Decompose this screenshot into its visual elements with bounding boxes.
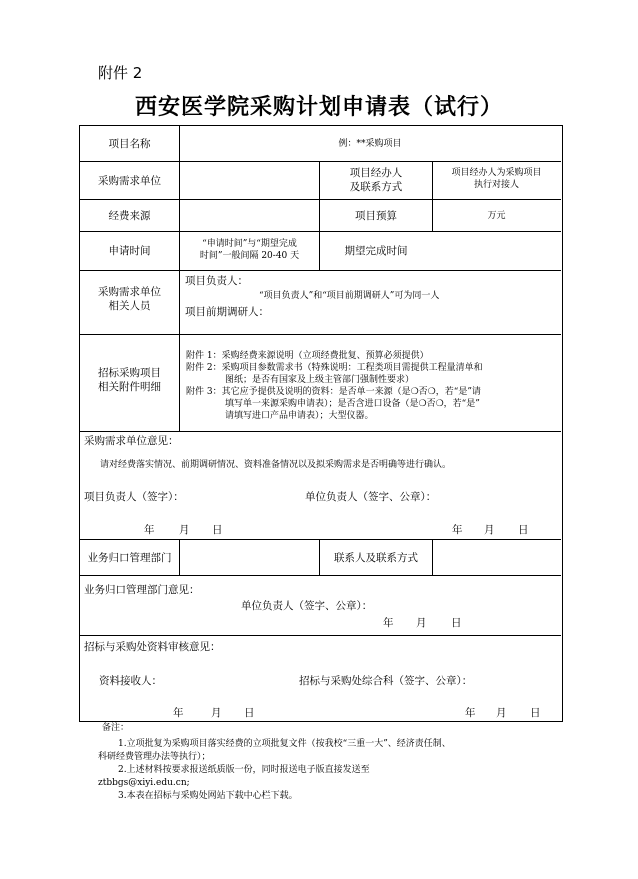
attach-line-2: 附件 2：采购项目参数需求书（特殊说明：工程类项目需提供工程量清单和 [186, 363, 483, 373]
attach-line-6: 请填写进口产品申请表）；大型仪器。 [225, 411, 374, 421]
row-divider [79, 575, 561, 576]
personnel-label-line2: 相关人员 [108, 300, 151, 312]
row-divider [79, 334, 561, 335]
personnel-researcher-label: 项目前期调研人： [185, 306, 269, 318]
attach-line-1: 附件 1：采购经费来源说明（立项经费批复、预算必须提供） [186, 351, 429, 361]
dept-value[interactable] [180, 162, 319, 199]
personnel-label [80, 285, 179, 313]
review-sign-label: 招标与采购处综合科（签字、公章）： [299, 675, 473, 687]
note-line-3: 2.上述材料按要求报送纸质版一份，同时报送电子版直接发送至 [118, 765, 370, 775]
mgmt-dept-label: 业务归口管理部门 [87, 551, 172, 564]
expected-time-label: 期望完成时间 [344, 245, 408, 257]
date-year: 年 [383, 617, 394, 629]
note-line-1: 1.立项批复为采购项目落实经费的立项批复文件（按我校“三重一大”、经济责任制、 [118, 739, 451, 749]
date-day: 日 [212, 524, 223, 536]
date-day: 日 [244, 707, 255, 719]
operator-value[interactable] [433, 162, 560, 199]
dept-opinion-label: 采购需求单位意见： [84, 435, 179, 447]
apply-time-note-line1: “申请时间”与“期望完成 [202, 239, 297, 249]
apply-time-note-line2: 时间”一般间隔 20-40 天 [199, 251, 300, 261]
attach-line-4: 附件 3：其它应予提供及说明的资料：是否单一来源（是❍否❍，若“是”请 [186, 387, 481, 397]
date-year: 年 [465, 707, 476, 719]
date-month: 月 [211, 707, 222, 719]
operator-label-line2: 及联系方式 [349, 181, 403, 193]
date-month: 月 [484, 524, 495, 536]
fund-value[interactable] [180, 200, 319, 231]
attach-label-line2: 相关附件明细 [98, 381, 161, 393]
unit-leader-sign-label: 单位负责人（签字、公章）： [305, 491, 437, 503]
note-line-4: ztbbgs@xiyi.edu.cn; [98, 778, 190, 788]
dept-label: 采购需求单位 [98, 174, 161, 187]
personnel-label-line1: 采购需求单位 [98, 286, 161, 298]
mgmt-unit-sign-label: 单位负责人（签字、公章）： [241, 600, 373, 612]
project-name-value[interactable]: 例：**采购项目 [338, 138, 402, 149]
attachment-number: 附件 2 [98, 64, 143, 82]
budget-unit[interactable]: 万元 [487, 210, 506, 221]
personnel-leader-label: 项目负责人： [185, 275, 248, 287]
apply-time-value[interactable] [180, 232, 319, 270]
notes-title: 备注： [102, 723, 130, 733]
contact-value[interactable] [433, 540, 560, 575]
date-day: 日 [451, 617, 462, 629]
expected-time-value[interactable] [433, 232, 560, 270]
receiver-label: 资料接收人： [99, 675, 162, 687]
operator-label-line1: 项目经办人 [349, 167, 403, 179]
date-year: 年 [173, 707, 184, 719]
personnel-note: “项目负责人”和“项目前期调研人”可为同一人 [259, 291, 440, 301]
date-month: 月 [179, 524, 190, 536]
note-line-2: 科研经费管理办法等执行）； [98, 752, 211, 762]
project-name-label: 项目名称 [108, 137, 151, 150]
row-divider [79, 431, 561, 432]
mgmt-dept-value[interactable] [180, 540, 319, 575]
form-title: 西安医学院采购计划申请表（试行） [134, 95, 503, 120]
dept-opinion-text: 请对经费落实情况、前期调研情况、资料准备情况以及拟采购需求是否明确等进行确认。 [100, 460, 452, 470]
date-year: 年 [452, 524, 463, 536]
apply-time-label: 申请时间 [108, 245, 151, 257]
row-divider [79, 270, 561, 271]
attach-line-3: 图纸；是否有国家及上级主管部门强制性要求） [225, 375, 415, 385]
operator-label [320, 162, 432, 199]
date-day: 日 [518, 524, 529, 536]
contact-label: 联系人及联系方式 [334, 551, 418, 564]
date-year: 年 [144, 524, 155, 536]
review-label: 招标与采购处资料审核意见： [84, 641, 221, 653]
attach-label [80, 366, 179, 394]
date-month: 月 [416, 617, 427, 629]
operator-value-line2: 执行对接人 [473, 180, 519, 190]
leader-sign-label: 项目负责人（签字）： [84, 491, 184, 503]
attach-line-5: 填写单一来源采购申请表）；是否含进口设备（是❍否❍，若“是” [225, 399, 480, 409]
fund-label: 经费来源 [108, 209, 151, 222]
date-day: 日 [530, 707, 541, 719]
note-line-5: 3.本表在招标与采购处网站下载中心栏下载。 [118, 791, 298, 801]
operator-value-line1: 项目经办人为采购项目 [451, 168, 542, 178]
date-month: 月 [496, 707, 507, 719]
row-divider [79, 635, 561, 636]
attach-label-line1: 招标采购项目 [98, 367, 161, 379]
budget-label: 项目预算 [355, 209, 397, 222]
mgmt-opinion-label: 业务归口管理部门意见： [84, 584, 200, 596]
